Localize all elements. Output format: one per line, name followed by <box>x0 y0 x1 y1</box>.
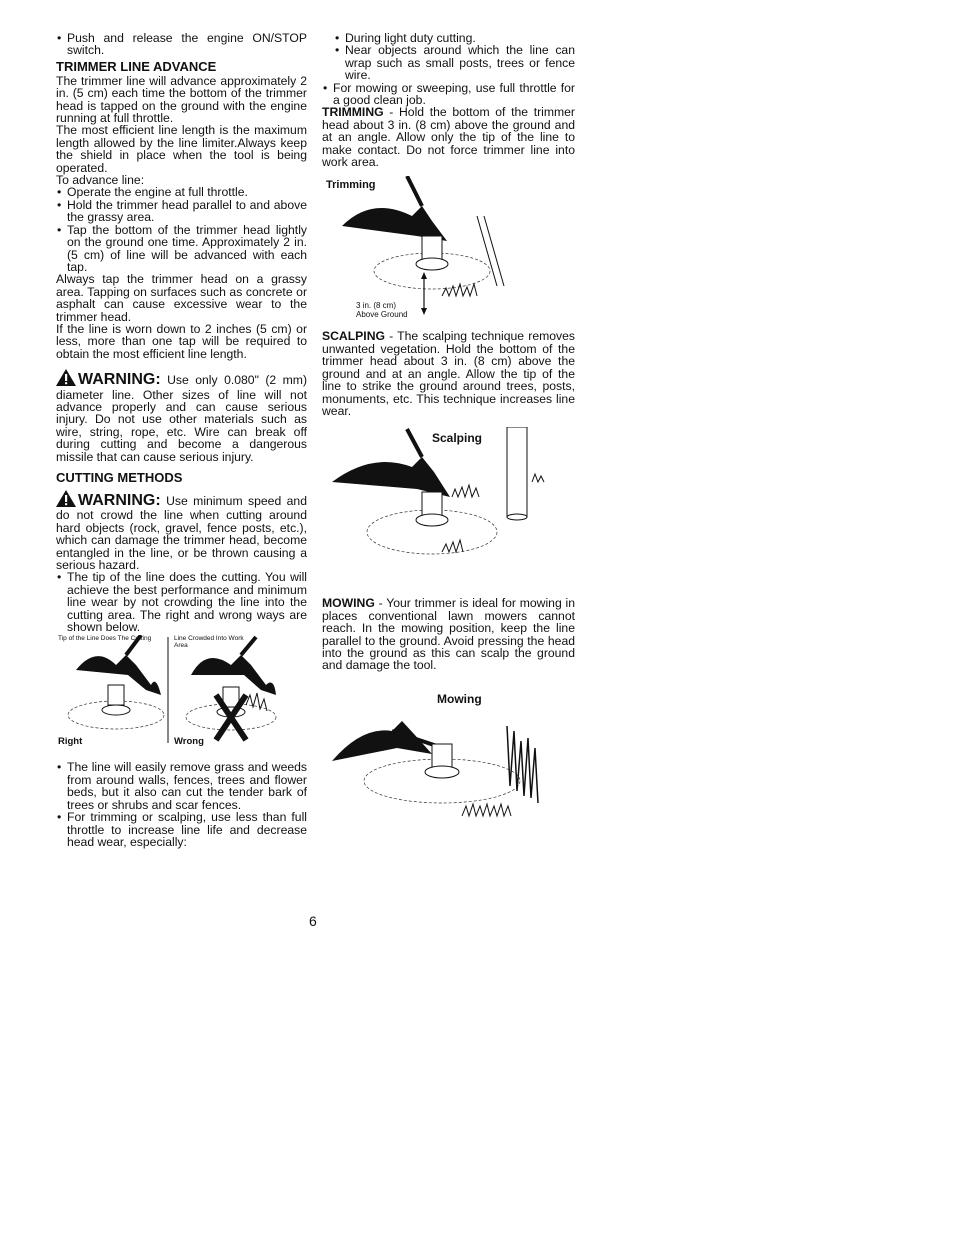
list-item: • For mowing or sweeping, use full throttle for a good clean job. <box>322 82 575 107</box>
list-item: • Near objects around which the line can wrap such as small posts, trees or fence wire. <box>334 44 575 81</box>
trimmer-line-advance-heading: TRIMMER LINE ADVANCE <box>56 58 217 74</box>
scalping-text: - The scalping technique removes unwanted vegetation. Hold the bottom of the trimmer head about 3 in. (8 cm) above the ground and at an angle. Allow the tip of the line to strike the ground around trees, posts, monuments, etc. This technique increases line wear. <box>322 329 575 418</box>
cutting-methods-heading: CUTTING METHODS <box>56 470 183 485</box>
list-item: • For trimming or scalping, use less than full throttle to increase line life and decrease head wear, especially: <box>56 811 307 848</box>
trimming-figure <box>322 176 575 326</box>
cutting-bullets <box>56 571 307 633</box>
list-item: • During light duty cutting. <box>334 32 575 44</box>
mowing-paragraph <box>322 597 575 671</box>
scalping-paragraph <box>322 330 575 417</box>
mowing-text: - Your trimmer is ideal for mowing in places conventional lawn mowers cannot reach. In the mowing position, keep the line parallel to the ground. Avoid pressing the head into the ground as this can scalp the ground and damage the tool. <box>322 596 575 673</box>
mowing-figure-label: Mowing <box>437 691 482 706</box>
mowing-term: MOWING <box>322 596 375 611</box>
paragraph: To advance line: <box>56 173 145 188</box>
warning-label: WARNING: <box>78 492 161 509</box>
mowing-figure <box>322 686 575 836</box>
trimming-term: TRIMMING <box>322 105 384 120</box>
warning-label: WARNING: <box>78 371 161 389</box>
trimming-figure-note: 3 in. (8 cm) Above Ground <box>356 301 408 320</box>
scalping-figure <box>322 427 575 587</box>
figure-caption-wrong-top: Line Crowded Into Work Area <box>174 635 244 650</box>
right-wrong-figure <box>56 635 307 755</box>
intro-bullet-list <box>56 32 307 57</box>
throttle-bullets <box>322 82 575 107</box>
warning-triangle-icon <box>56 490 76 509</box>
scalping-term: SCALPING <box>322 329 385 344</box>
figure-caption-right-top: Tip of the Line Does The Cutting <box>58 635 152 643</box>
trimming-figure-label: Trimming <box>326 179 376 192</box>
advance-line-steps <box>56 186 307 273</box>
right-column <box>322 32 575 836</box>
figure-label-wrong: Wrong <box>174 736 204 748</box>
trimming-paragraph <box>322 106 575 168</box>
throttle-sub-bullets <box>334 32 575 82</box>
warning-block-speed <box>56 490 307 571</box>
list-item: • Hold the trimmer head parallel to and above the grassy area. <box>56 199 307 224</box>
warning-triangle-icon <box>56 369 76 388</box>
list-item: • Operate the engine at full throttle. <box>56 186 307 198</box>
paragraph: If the line is worn down to 2 inches (5 cm) or less, more than one tap will be required to obtain the most efficient line length. <box>56 321 307 361</box>
left-column <box>56 32 307 848</box>
list-item: • The line will easily remove grass and weeds from around walls, fences, trees and flower beds, but it also can cut the tender bark of trees or shrubs and scar fences. <box>56 761 307 811</box>
trimming-text: - Hold the bottom of the trimmer head about 3 in. (8 cm) above the ground and at an angle. Allow only the tip of the line to make contact. Do not force trimmer line into work area. <box>322 105 575 170</box>
paragraph: The most efficient line length is the maximum length allowed by the line limiter.Always keep the shield in place when the tool is being operated. <box>56 123 307 175</box>
list-item: • The tip of the line does the cutting. You will achieve the best performance and minimum line wear by not crowding the line into the cutting area. The right and wrong ways are shown below. <box>56 571 307 633</box>
paragraph: The trimmer line will advance approximately 2 in. (5 cm) each time the bottom of the trimmer head is tapped on the ground with the engine running at full throttle. <box>56 73 307 126</box>
list-item: • Tap the bottom of the trimmer head lightly on the ground one time. Approximately 2 in. (5 cm) of line will be advanced with each tap. <box>56 224 307 274</box>
cutting-bullets-after <box>56 761 307 848</box>
page-number: 6 <box>309 913 317 929</box>
warning-text: Use minimum speed and do not crowd the line when cutting around hard objects (rock, gravel, fence posts, etc.), which can damage the trimmer head, become entangled in the line, or be thrown causing a serious hazard. <box>56 494 307 573</box>
scalping-figure-label: Scalping <box>432 431 483 446</box>
list-item: • Push and release the engine ON/STOP switch. <box>56 32 307 57</box>
mowing-illustration <box>322 686 575 836</box>
paragraph: Always tap the trimmer head on a grassy area. Tapping on surfaces such as concrete or asphalt can cause excessive wear to the trimmer head. <box>56 272 307 324</box>
warning-text: Use only 0.080" (2 mm) diameter line. Other sizes of line will not advance properly and can cause serious injury. Do not use other materials such as wire, string, rope, etc. Wire can break off during cutting and become a dangerous missile that can cause serious injury. <box>56 373 307 464</box>
figure-label-right: Right <box>58 736 83 748</box>
scalping-illustration <box>322 427 575 587</box>
warning-block-line <box>56 369 307 463</box>
